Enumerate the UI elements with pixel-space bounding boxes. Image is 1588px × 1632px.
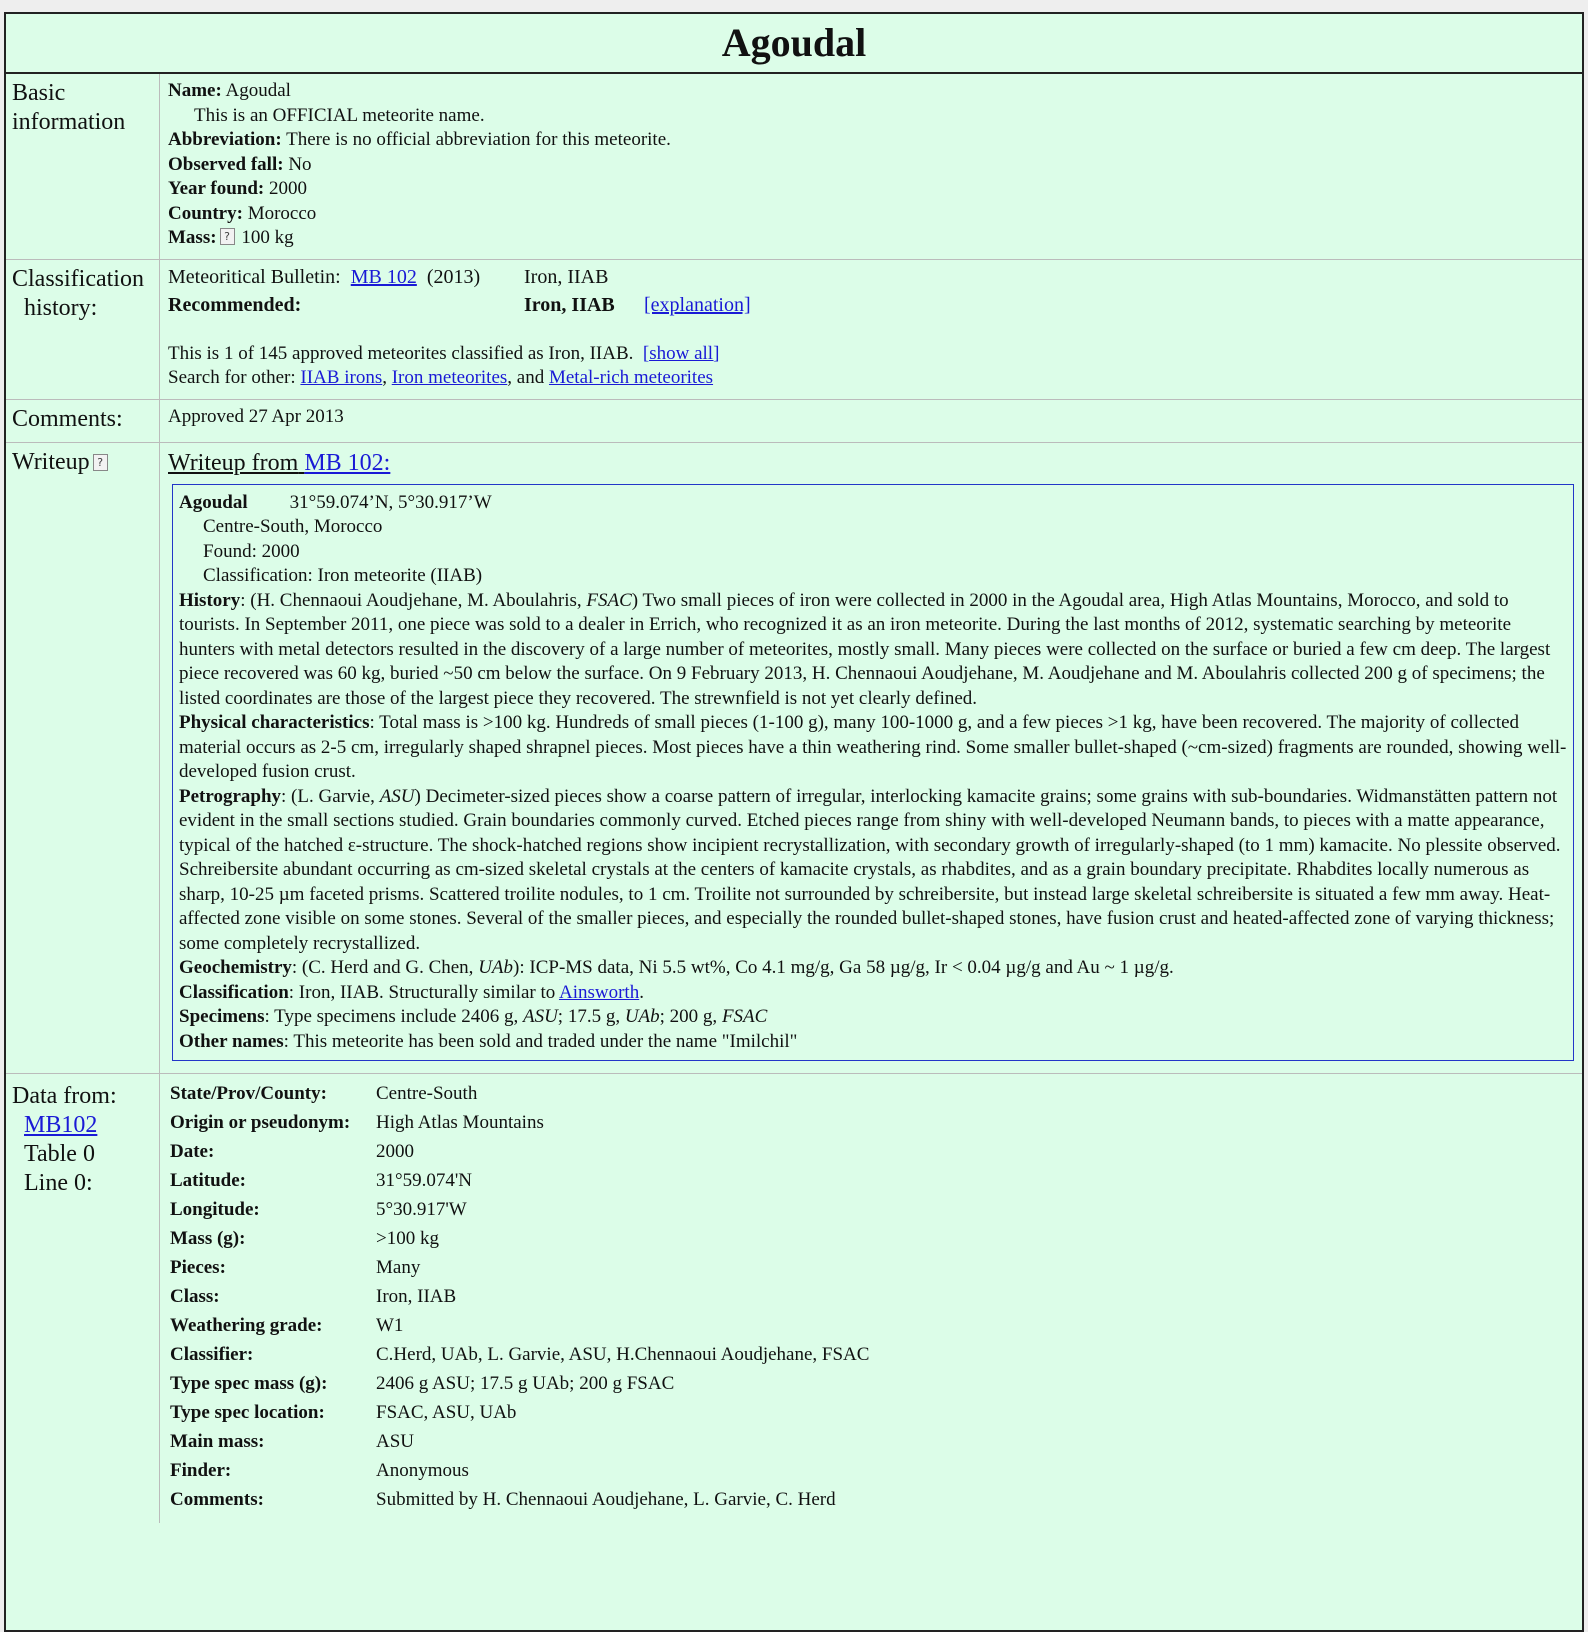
bulletin-link[interactable]: MB 102 — [350, 265, 417, 288]
writeup-physical: Physical characteristics: Total mass is >100 kg. Hundreds of small pieces (1-100 g), many 100-1000 g, and a few pieces >1 kg, have been recovered. The majority of collected material occurs as 2-5 cm, irregularly shaped shrapnel pieces. Most pieces have a thin weathering rind. Some smaller bullet-shaped (~cm-sized) fragments are rounded, showing well-developed fusion crust. — [179, 712, 1567, 782]
data-from-label: Data from: MB102 Table 0 Line 0: — [6, 1074, 160, 1523]
writeup-classification: Classification: Iron meteorite (IIAB) — [203, 565, 483, 586]
writeup-label: Writeup ? — [6, 443, 160, 1074]
classification-label: Classification history: — [6, 260, 160, 399]
recommended-label: Recommended: — [168, 294, 302, 316]
comments-value: Approved 27 Apr 2013 — [168, 405, 344, 427]
data-from-row — [6, 1074, 1582, 1523]
data-value: Many — [376, 1257, 421, 1279]
data-key: Origin or pseudonym: — [170, 1112, 351, 1134]
data-key: State/Prov/County: — [170, 1083, 327, 1105]
data-value: 2000 — [376, 1141, 414, 1163]
table-row — [168, 1080, 873, 1109]
data-value: W1 — [376, 1315, 404, 1337]
writeup-coords: 31°59.074’N, 5°30.917’W — [289, 491, 492, 513]
data-value: >100 kg — [376, 1228, 439, 1250]
writeup-history: History: (H. Chennaoui Aoudjehane, M. Aboulahris, FSAC) Two small pieces of iron were collected in 2000 in the Agoudal area, High Atlas Mountains, Morocco, and sold to tourists. In September 2011, one piece was sold to a dealer in Errich, who recognized it as an iron meteorite. During the last months of 2012, systematic searching by meteorite hunters with metal detectors resulted in the discovery of a large number of meteorites, mostly small. Many pieces were collected on the surface or buried a few cm deep. The largest piece recovered was 60 kg, buried ~50 cm below the surface. On 9 February 2013, H. Chennaoui Aoudjehane, M. Aoudjehane and M. Aboulahris collected 200 g of specimens; the listed coordinates are those of the largest piece they recovered. The strewnfield is not yet clearly defined. — [179, 589, 1551, 709]
recommended-value: Iron, IIAB — [524, 294, 615, 316]
table-row — [168, 1428, 873, 1457]
data-value: FSAC, ASU, UAb — [376, 1402, 517, 1424]
writeup-location: Centre-South, Morocco — [203, 516, 383, 537]
help-icon[interactable]: ? — [93, 454, 108, 471]
explanation-link[interactable]: [explanation] — [644, 294, 751, 316]
writeup-title: Writeup from MB 102: — [168, 449, 391, 476]
data-from-content — [160, 1074, 1582, 1523]
search-iiab-irons-link[interactable]: IIAB irons — [300, 367, 383, 388]
name-value: Agoudal — [225, 80, 291, 101]
meteorite-record-page — [4, 12, 1584, 1632]
data-key: Longitude: — [170, 1199, 260, 1221]
bulletin-class: Iron, IIAB — [524, 265, 609, 288]
table-row — [168, 1370, 873, 1399]
table-row — [168, 1225, 873, 1254]
table-row — [168, 1341, 873, 1370]
data-value: Anonymous — [376, 1460, 469, 1482]
table-row — [168, 1486, 873, 1515]
writeup-geochemistry: Geochemistry: (C. Herd and G. Chen, UAb): ICP-MS data, Ni 5.5 wt%, Co 4.1 mg/g, Ga 58 µg/g, Ir < 0.04 µg/g and Au ~ 1 µg/g. — [179, 957, 1174, 978]
data-key: Latitude: — [170, 1170, 246, 1192]
ainsworth-link[interactable]: Ainsworth — [558, 981, 640, 1003]
mass-value: 100 kg — [241, 227, 294, 248]
help-icon[interactable]: ? — [220, 228, 235, 245]
data-key: Classifier: — [170, 1344, 254, 1366]
comments-label: Comments: — [6, 400, 160, 442]
data-value: Centre-South — [376, 1083, 478, 1105]
table-row — [168, 1196, 873, 1225]
table-row — [168, 1399, 873, 1428]
fall-value: No — [288, 153, 312, 175]
comments-row — [6, 400, 1582, 443]
data-key: Comments: — [170, 1489, 264, 1511]
writeup-found: Found: 2000 — [203, 540, 300, 562]
search-metal-rich-link[interactable]: Metal-rich meteorites — [548, 367, 714, 388]
official-note: This is an OFFICIAL meteorite name. — [194, 104, 485, 126]
table-row — [168, 1457, 873, 1486]
country-value: Morocco — [247, 202, 317, 224]
year-value: 2000 — [269, 178, 307, 199]
data-value: C.Herd, UAb, L. Garvie, ASU, H.Chennaoui Aoudjehane, FSAC — [376, 1344, 870, 1366]
data-value: 2406 g ASU; 17.5 g UAb; 200 g FSAC — [376, 1373, 675, 1395]
data-value: High Atlas Mountains — [376, 1112, 544, 1134]
page-title: Agoudal — [6, 14, 1582, 74]
data-value: ASU — [376, 1431, 415, 1453]
data-key: Type spec location: — [170, 1402, 325, 1424]
classification-row — [6, 260, 1582, 400]
data-key: Mass (g): — [170, 1228, 246, 1250]
abbrev-value: There is no official abbreviation for this meteorite. — [286, 129, 671, 150]
writeup-classification-text: Classification: Iron, IIAB. Structurally similar to Ainsworth. — [179, 981, 644, 1003]
search-prefix: Search for other: — [168, 367, 296, 388]
abbrev-label: Abbreviation: — [168, 129, 282, 150]
table-row — [168, 1109, 873, 1138]
year-label: Year found: — [168, 178, 265, 199]
classification-content: Meteoritical Bulletin: MB 102 (2013) Iron, IIAB Recommended: Iron, IIAB [explanation] This is 1 of 145 approved meteorites classified as Iron, IIAB. [show all] Search for other: IIAB irons, Iron meteorites, and Metal-rich meteorites — [160, 260, 1582, 399]
writeup-name: Agoudal — [179, 491, 248, 513]
mb102-link[interactable]: MB102 — [24, 1112, 98, 1138]
table-row — [168, 1312, 873, 1341]
name-label: Name: — [168, 80, 222, 101]
bulletin-year: (2013) — [426, 265, 481, 288]
writeup-petrography: Petrography: (L. Garvie, ASU) Decimeter-sized pieces show a coarse pattern of irregular, interlocking kamacite grains; some grains with sub-boundaries. Widmanstätten pattern not evident in the small sections studied. Grain boundaries commonly curved. Etched pieces range from shiny with well-developed Neumann bands, to pieces with a matte appearance, typical of the hatched ε-structure. The shock-hatched regions show incipient recrystallization, with secondary growth of irregularly-shaped (to 1 mm) kamacite. No plessite observed. Schreibersite abundant occurring as cm-sized skeletal crystals at the centers of kamacite crystals, as rhabdites, and as a grain boundary precipitate. Rhabdites locally numerous as sharp, 10-25 µm faceted prisms. Scattered troilite nodules, to 1 cm. Troilite not surrounded by schreibersite, but instead large skeletal schreibersite is situated a few mm away. Heat-affected zone visible on some stones. Several of the smaller pieces, and especially the rounded bullet-shaped stones, have fusion crust and heated-affected zone of varying thickness; some completely recrystallized. — [179, 785, 1561, 954]
data-value: 5°30.917'W — [376, 1199, 467, 1221]
country-label: Country: — [168, 202, 243, 224]
table-row — [168, 1254, 873, 1283]
basic-info-label: Basic information — [6, 74, 160, 259]
writeup-content — [160, 443, 1582, 1074]
table-row — [168, 1283, 873, 1312]
table-row — [168, 1167, 873, 1196]
data-value: 31°59.074'N — [376, 1170, 472, 1192]
writeup-row — [6, 443, 1582, 1075]
basic-info-content — [160, 74, 1582, 259]
fall-label: Observed fall: — [168, 153, 284, 175]
writeup-mb-link[interactable]: MB 102: — [304, 449, 391, 476]
bulletin-prefix: Meteoritical Bulletin: — [168, 265, 341, 288]
data-key: Type spec mass (g): — [170, 1373, 328, 1395]
table-row — [168, 1138, 873, 1167]
writeup-specimens: Specimens: Type specimens include 2406 g, ASU; 17.5 g, UAb; 200 g, FSAC — [179, 1006, 768, 1027]
basic-info-row — [6, 74, 1582, 260]
data-key: Date: — [170, 1141, 215, 1163]
search-iron-meteorites-link[interactable]: Iron meteorites — [391, 367, 508, 388]
writeup-other-names: Other names: This meteorite has been sold and traded under the name "Imilchil" — [179, 1030, 798, 1052]
data-key: Finder: — [170, 1460, 232, 1482]
writeup-box — [172, 484, 1574, 1062]
data-key: Pieces: — [170, 1257, 226, 1279]
data-table — [168, 1080, 873, 1515]
show-all-link[interactable]: [show all] — [642, 342, 720, 364]
approved-text: This is 1 of 145 approved meteorites classified as Iron, IIAB. — [168, 342, 634, 364]
mass-label: Mass: — [168, 227, 217, 248]
data-key: Main mass: — [170, 1431, 265, 1453]
data-value: Iron, IIAB — [376, 1286, 457, 1308]
data-value: Submitted by H. Chennaoui Aoudjehane, L. Garvie, C. Herd — [376, 1489, 836, 1511]
data-key: Class: — [170, 1286, 220, 1308]
data-key: Weathering grade: — [170, 1315, 323, 1337]
